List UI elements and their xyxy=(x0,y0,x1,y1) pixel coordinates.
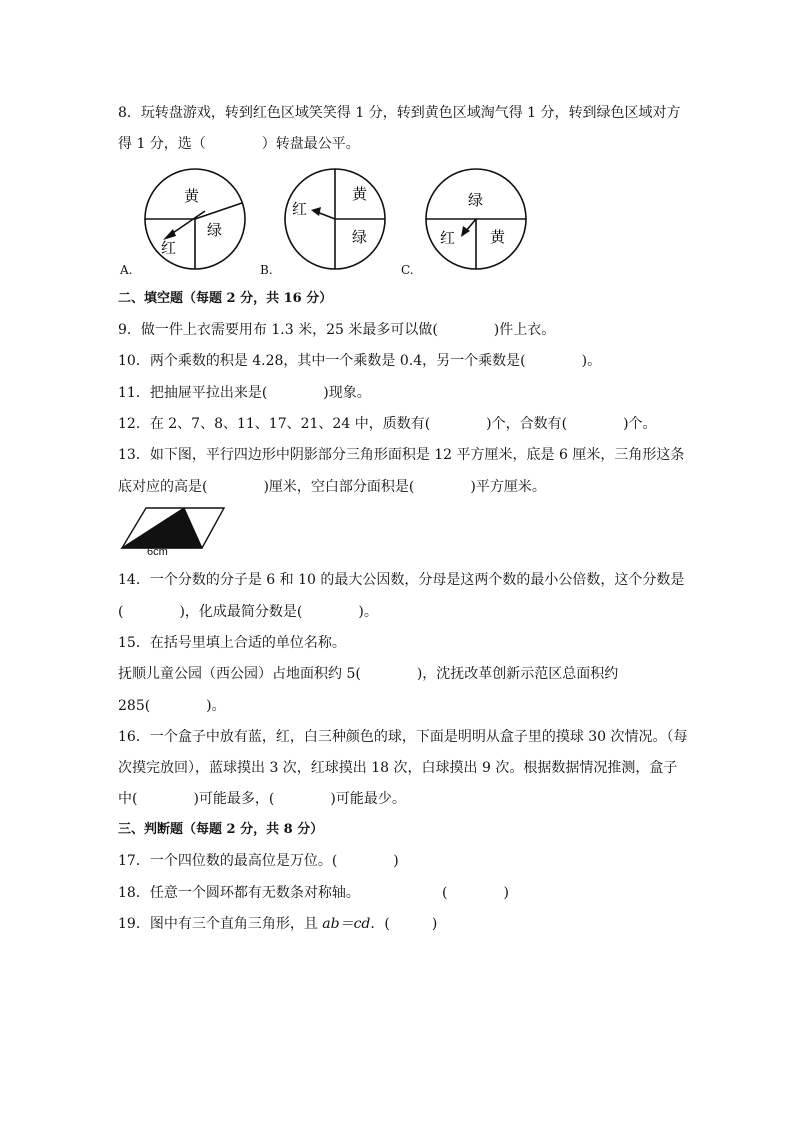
wheel-c-sector-2: 红 xyxy=(440,229,456,247)
q15-line1: 15．在括号里填上合适的单位名称。 xyxy=(118,635,346,651)
wheel-a-sector-2: 绿 xyxy=(207,221,223,239)
q16-line3: 中( )可能最多，( )可能最少。 xyxy=(118,791,406,807)
q19 xyxy=(118,915,437,933)
section-3-heading: 三、判断题（每题 2 分，共 8 分） xyxy=(118,822,324,837)
q15-line3: 285( )。 xyxy=(118,698,226,714)
q13-line2: 底对应的高是( )厘米，空白部分面积是( )平方厘米。 xyxy=(118,479,546,495)
q18-blank: ( ) xyxy=(442,885,509,901)
q9: 9．做一件上衣需要用布 1.3 米，25 米最多可以做( )件上衣。 xyxy=(118,322,556,338)
option-a-label: A. xyxy=(120,263,133,277)
wheel-b-sector-1: 红 xyxy=(292,200,308,218)
option-b-label: B. xyxy=(260,263,273,277)
wheel-a-sector-1: 黄 xyxy=(184,187,200,205)
q14-line1: 14．一个分数的分子是 6 和 10 的最大公因数，分母是这两个数的最小公倍数，这个分数是 xyxy=(118,572,685,588)
q19-suffix: ．( ) xyxy=(370,916,438,932)
q17: 17．一个四位数的最高位是万位。( ) xyxy=(118,853,399,869)
q15-line2: 抚顺儿童公园（西公园）占地面积约 5( )，沈抚改革创新示范区总面积约 xyxy=(118,666,619,682)
q13-line1: 13．如下图，平行四边形中阴影部分三角形面积是 12 平方厘米，底是 6 厘米，三角形这条 xyxy=(118,447,685,463)
wheel-a xyxy=(143,167,247,271)
q19-prefix: 19．图中有三个直角三角形，且 xyxy=(118,916,323,932)
pointer-arrow-icon xyxy=(466,219,476,231)
option-c-label: C. xyxy=(401,263,414,277)
wheel-a-sector-3: 红 xyxy=(161,239,177,257)
q14-line2: ( )，化成最简分数是( )。 xyxy=(118,604,378,620)
q11: 11．把抽屉平拉出来是( )现象。 xyxy=(118,385,371,401)
wheel-b-sector-3: 绿 xyxy=(352,228,368,246)
q18-text: 18．任意一个圆环都有无数条对称轴。 xyxy=(118,885,360,901)
q10: 10．两个乘数的积是 4.28，其中一个乘数是 0.4，另一个乘数是( )。 xyxy=(118,353,602,369)
figure-base-label: 6cm xyxy=(147,546,168,558)
parallelogram-figure xyxy=(120,506,228,562)
wheel-c-sector-1: 绿 xyxy=(468,191,484,209)
q8-line2: 得 1 分，选（ ）转盘最公平。 xyxy=(118,136,360,152)
wheel-c-sector-3: 黄 xyxy=(490,228,506,246)
q12: 12．在 2、7、8、11、17、21、24 中，质数有( )个，合数有( )个。 xyxy=(118,416,657,432)
q19-math: ab＝cd xyxy=(322,916,371,932)
section-2-heading: 二、填空题（每题 2 分，共 16 分） xyxy=(118,291,333,306)
q16-line1: 16．一个盒子中放有蓝，红，白三种颜色的球，下面是明明从盒子里的摸球 30 次情况。（每 xyxy=(118,729,688,745)
wheel-b xyxy=(283,167,387,271)
q8-line1: 8．玩转盘游戏，转到红色区域笑笑得 1 分，转到黄色区域淘气得 1 分，转到绿色区域对方 xyxy=(118,105,681,121)
q16-line2: 次摸完放回），蓝球摸出 3 次，红球摸出 18 次，白球摸出 9 次。根据数据情况推测，盒子 xyxy=(118,760,678,776)
wheel-c xyxy=(424,167,528,271)
pointer-arrow-icon xyxy=(317,212,335,219)
wheel-b-sector-2: 黄 xyxy=(352,185,368,203)
